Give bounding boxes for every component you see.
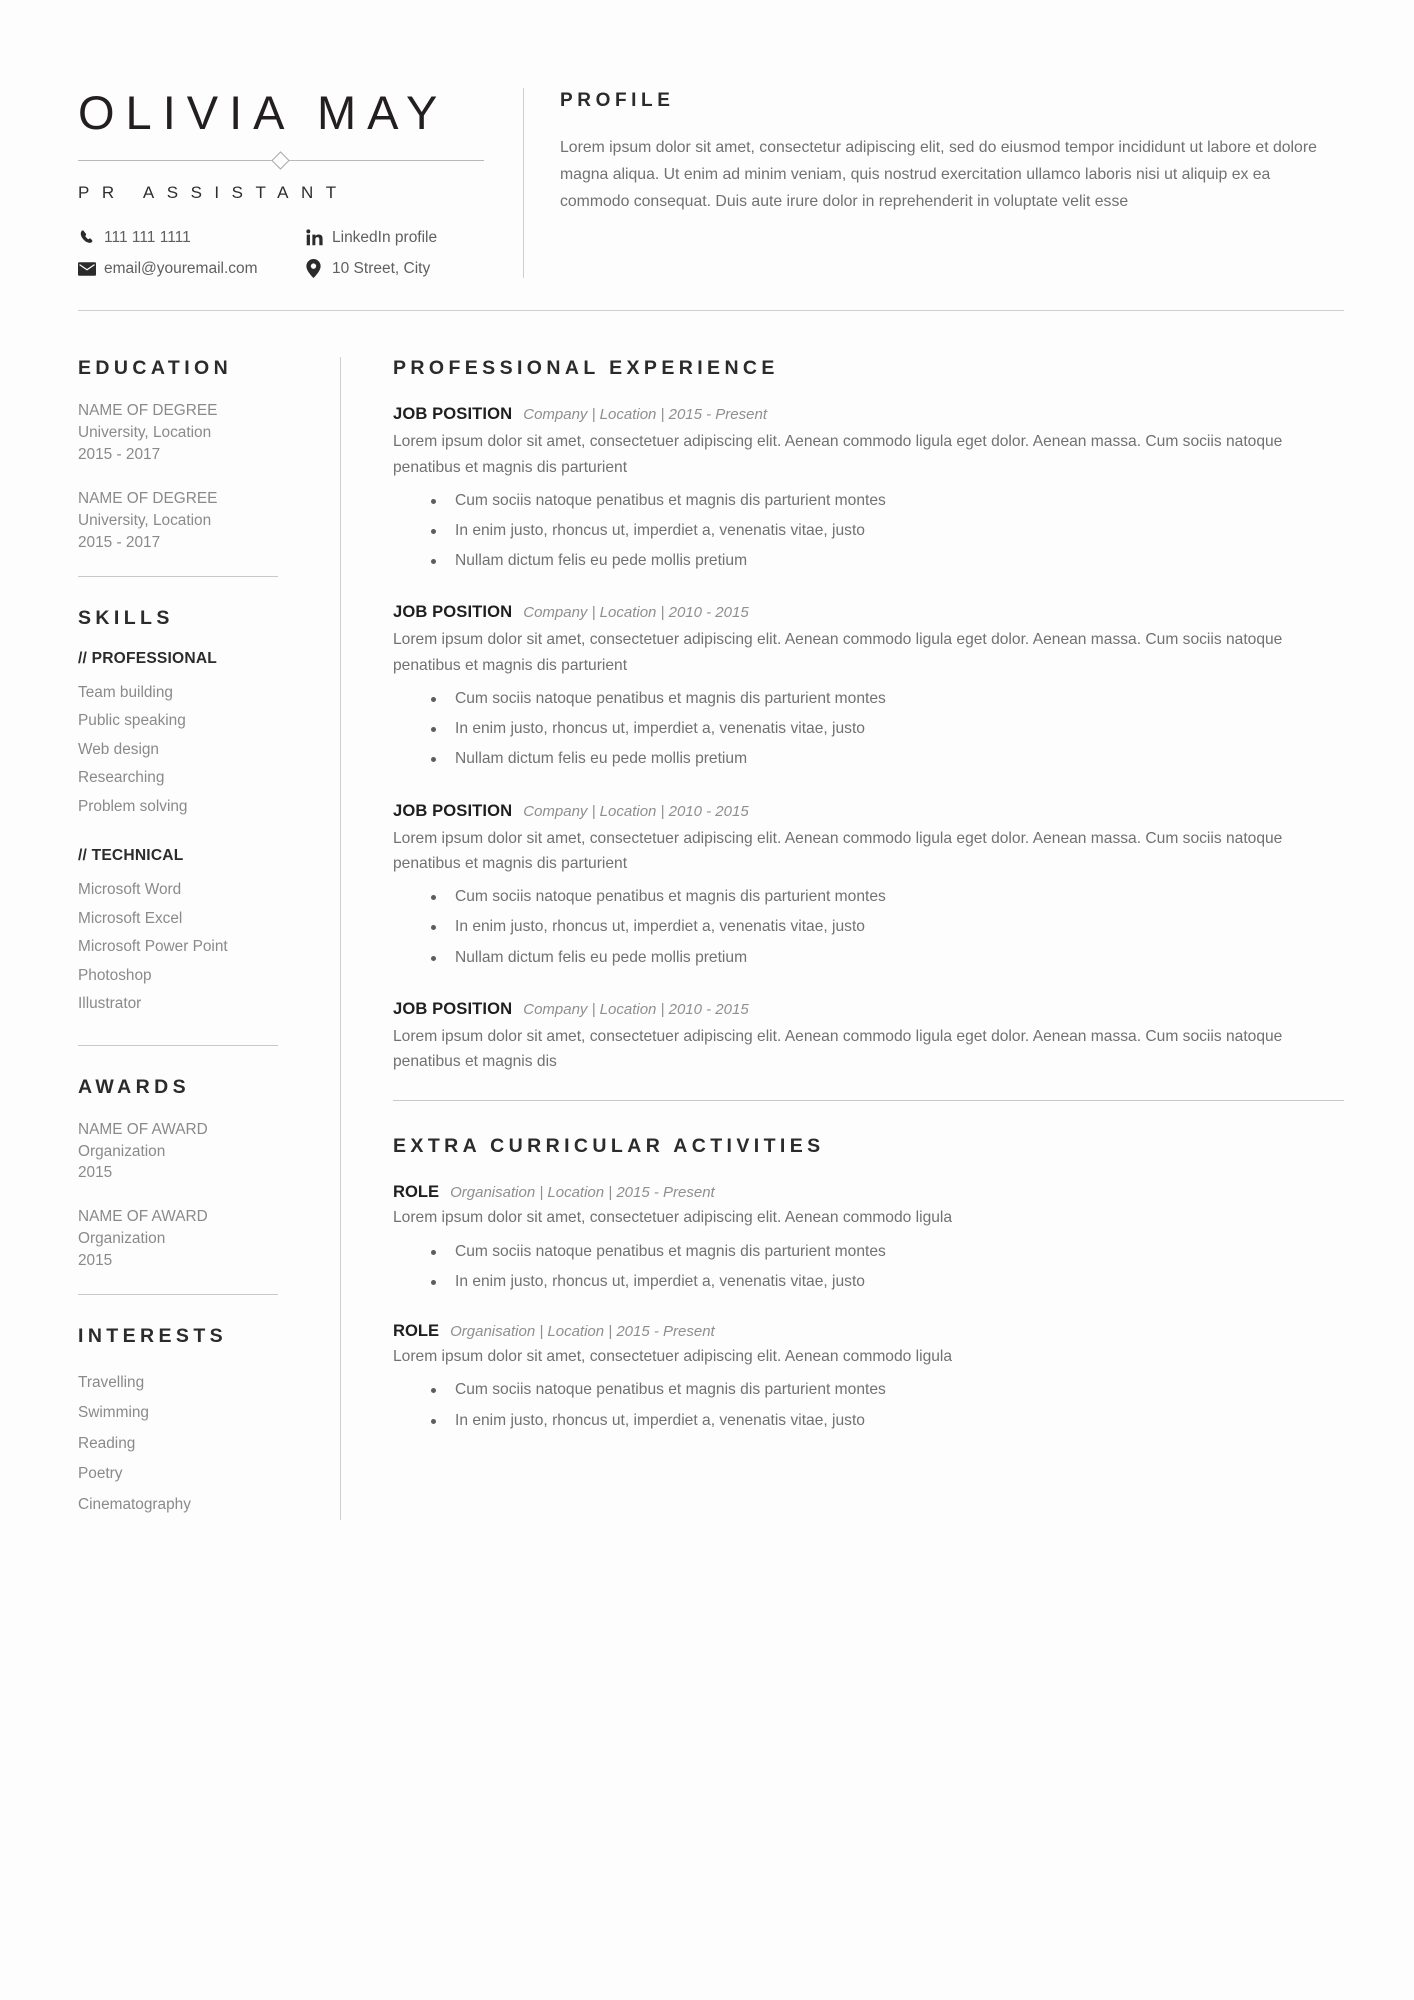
role-meta: Organisation | Location | 2015 - Present [450, 1323, 715, 1341]
role-description: Lorem ipsum dolor sit amet, consectetuer adipiscing elit. Aenean commodo ligula [393, 1348, 953, 1366]
job-bullet: In enim justo, rhoncus ut, imperdiet a, venenatis vitae, justo [393, 714, 1344, 744]
skill-item: Microsoft Word [78, 881, 182, 899]
role-bullet: Cum sociis natoque penatibus et magnis dis parturient montes [393, 1237, 1344, 1267]
contact-list [78, 229, 493, 278]
education-section-title: EDUCATION [78, 357, 233, 380]
role-bullet-list [393, 1237, 1344, 1297]
skill-item: Researching [78, 769, 165, 787]
job-bullet: Cum sociis natoque penatibus et magnis dis parturient montes [393, 882, 1344, 912]
sidebar-divider [78, 1045, 278, 1046]
diamond-ornament-icon [271, 152, 289, 170]
skills-group-professional [78, 650, 316, 822]
job-position: JOB POSITION [393, 404, 513, 424]
contact-email[interactable] [78, 259, 306, 278]
skill-item: Photoshop [78, 966, 152, 984]
award-entry [78, 1206, 316, 1272]
experience-entry [393, 801, 1344, 973]
role-bullet: Cum sociis natoque penatibus et magnis dis parturient montes [393, 1375, 1344, 1405]
phone-icon [78, 229, 104, 246]
award-year: 2015 [78, 1164, 113, 1182]
award-year: 2015 [78, 1252, 113, 1270]
skill-item: Team building [78, 683, 173, 701]
sidebar-divider [78, 576, 278, 577]
job-bullet: Cum sociis natoque penatibus et magnis dis parturient montes [393, 486, 1344, 516]
interest-item: Poetry [78, 1465, 123, 1483]
main-divider [393, 1100, 1344, 1101]
education-school: University, Location [78, 424, 212, 442]
awards-section-title: AWARDS [78, 1075, 190, 1098]
job-title: PR ASSISTANT [78, 183, 349, 203]
job-meta: Company | Location | 2010 - 2015 [523, 802, 749, 820]
contact-address-text: 10 Street, City [332, 260, 431, 278]
contact-phone-text: 111 111 1111 [104, 229, 191, 247]
education-entry [78, 488, 316, 554]
role-bullet: In enim justo, rhoncus ut, imperdiet a, venenatis vitae, justo [393, 1406, 1344, 1436]
name-divider [78, 153, 493, 167]
job-description: Lorem ipsum dolor sit amet, consectetuer adipiscing elit. Aenean commodo ligula eget dolor. Aenean massa. Cum sociis natoque penatibus et magnis dis parturient [393, 829, 1283, 872]
award-org: Organization [78, 1230, 166, 1248]
job-description: Lorem ipsum dolor sit amet, consectetuer adipiscing elit. Aenean commodo ligula eget dolor. Aenean massa. Cum sociis natoque penatibus et magnis dis [393, 1027, 1283, 1071]
interests-section-title: INTERESTS [78, 1324, 228, 1347]
skills-section [78, 607, 316, 1019]
education-degree: NAME OF DEGREE [78, 402, 218, 420]
skill-item: Problem solving [78, 797, 188, 815]
page-title: OLIVIA MAY [78, 86, 449, 139]
job-bullet: Nullam dictum felis eu pede mollis pretium [393, 943, 1344, 973]
job-meta: Company | Location | 2010 - 2015 [523, 604, 749, 622]
job-bullet: In enim justo, rhoncus ut, imperdiet a, venenatis vitae, justo [393, 912, 1344, 942]
job-description: Lorem ipsum dolor sit amet, consectetuer adipiscing elit. Aenean commodo ligula eget dolor. Aenean massa. Cum sociis natoque penatibus et magnis dis parturient [393, 433, 1283, 476]
role-name: ROLE [393, 1321, 440, 1341]
job-meta: Company | Location | 2010 - 2015 [523, 1000, 749, 1018]
extra-entry-header [393, 1182, 1344, 1202]
skills-group-technical [78, 847, 316, 1019]
job-bullet: In enim justo, rhoncus ut, imperdiet a, venenatis vitae, justo [393, 516, 1344, 546]
job-description: Lorem ipsum dolor sit amet, consectetuer adipiscing elit. Aenean commodo ligula eget dolor. Aenean massa. Cum sociis natoque penatibus et magnis dis parturient [393, 631, 1283, 674]
skills-group-label: // PROFESSIONAL [78, 649, 218, 667]
header-identity-block [78, 88, 523, 278]
linkedin-icon [306, 229, 332, 246]
email-icon [78, 262, 104, 276]
award-name: NAME OF AWARD [78, 1120, 208, 1138]
education-school: University, Location [78, 511, 212, 529]
award-entry [78, 1119, 316, 1185]
education-section [78, 357, 316, 553]
role-bullet: In enim justo, rhoncus ut, imperdiet a, venenatis vitae, justo [393, 1267, 1344, 1297]
extra-entry [393, 1321, 1344, 1436]
contact-linkedin[interactable] [306, 229, 493, 246]
experience-entry [393, 999, 1344, 1075]
education-entry [78, 400, 316, 466]
interest-item: Swimming [78, 1404, 149, 1422]
education-years: 2015 - 2017 [78, 533, 161, 551]
job-position: JOB POSITION [393, 602, 513, 622]
award-name: NAME OF AWARD [78, 1208, 208, 1226]
job-bullet-list [393, 486, 1344, 576]
skills-section-title: SKILLS [78, 606, 174, 629]
skill-item: Public speaking [78, 712, 186, 730]
extra-section-title: EXTRA CURRICULAR ACTIVITIES [393, 1135, 825, 1158]
interest-item: Reading [78, 1434, 136, 1452]
job-meta: Company | Location | 2015 - Present [523, 406, 767, 424]
job-position: JOB POSITION [393, 998, 513, 1018]
resume-header [0, 0, 1414, 278]
skill-item: Web design [78, 740, 159, 758]
contact-address[interactable] [306, 259, 493, 278]
extra-entry [393, 1182, 1344, 1297]
profile-section [523, 88, 1344, 278]
skills-group-label: // TECHNICAL [78, 847, 184, 865]
role-meta: Organisation | Location | 2015 - Present [450, 1184, 715, 1202]
education-years: 2015 - 2017 [78, 446, 161, 464]
skill-item: Microsoft Excel [78, 909, 183, 927]
contact-linkedin-text: LinkedIn profile [332, 229, 438, 247]
experience-entry [393, 602, 1344, 774]
experience-entry-header [393, 801, 1344, 821]
skill-item: Illustrator [78, 995, 142, 1013]
location-pin-icon [306, 259, 332, 278]
award-org: Organization [78, 1142, 166, 1160]
job-bullet-list [393, 684, 1344, 774]
main-content [340, 357, 1344, 1520]
education-degree: NAME OF DEGREE [78, 490, 218, 508]
role-bullet-list [393, 1375, 1344, 1435]
experience-entry [393, 404, 1344, 576]
experience-entry-header [393, 999, 1344, 1019]
experience-entry-header [393, 404, 1344, 424]
profile-section-title: PROFILE [560, 90, 675, 111]
resume-body [0, 311, 1414, 1520]
interests-section [78, 1325, 316, 1521]
extra-entry-header [393, 1321, 1344, 1341]
contact-email-text: email@youremail.com [104, 260, 258, 278]
job-position: JOB POSITION [393, 800, 513, 820]
experience-entry-header [393, 602, 1344, 622]
role-name: ROLE [393, 1182, 440, 1202]
contact-phone[interactable] [78, 229, 306, 246]
interest-item: Cinematography [78, 1495, 191, 1513]
interest-item: Travelling [78, 1373, 145, 1391]
role-description: Lorem ipsum dolor sit amet, consectetuer adipiscing elit. Aenean commodo ligula [393, 1209, 953, 1227]
job-bullet: Nullam dictum felis eu pede mollis pretium [393, 546, 1344, 576]
experience-section-title: PROFESSIONAL EXPERIENCE [393, 357, 779, 380]
sidebar-divider [78, 1294, 278, 1295]
job-bullet-list [393, 882, 1344, 972]
awards-section [78, 1076, 316, 1272]
skill-item: Microsoft Power Point [78, 938, 228, 956]
job-bullet: Nullam dictum felis eu pede mollis pretium [393, 744, 1344, 774]
profile-text: Lorem ipsum dolor sit amet, consectetur adipiscing elit, sed do eiusmod tempor incididunt ut labore et dolore magna aliqua. Ut enim ad minim veniam, quis nostrud exercitation ullamco laboris nisi ut aliquip ex ea commodo consequat. Duis aute irure dolor in reprehenderit in voluptate velit esse [560, 139, 1317, 211]
sidebar [78, 357, 340, 1520]
job-bullet: Cum sociis natoque penatibus et magnis dis parturient montes [393, 684, 1344, 714]
